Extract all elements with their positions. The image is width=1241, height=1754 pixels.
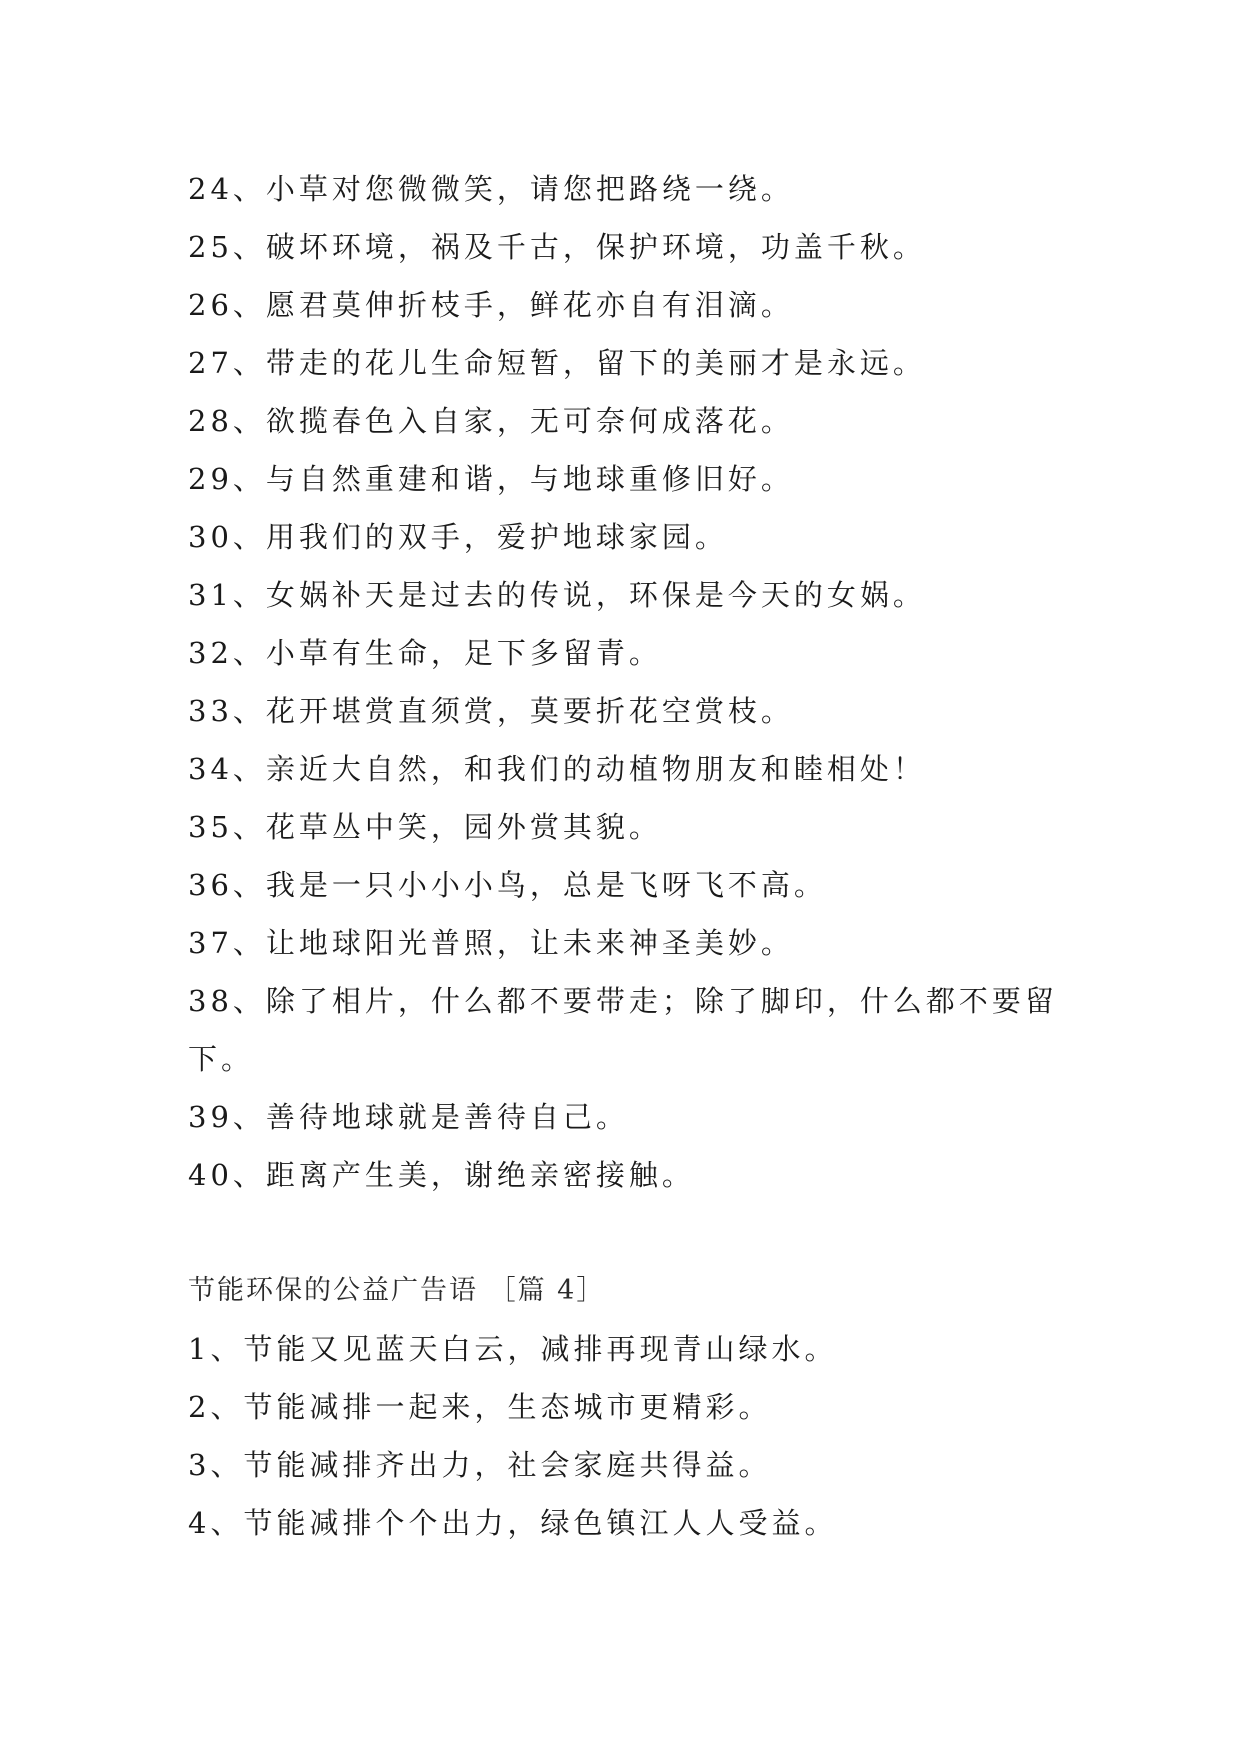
slogan-line: 34、亲近大自然，和我们的动植物朋友和睦相处！: [188, 752, 926, 786]
slogan-line: 3、节能减排齐出力，社会家庭共得益。: [188, 1448, 772, 1482]
slogan-line: 32、小草有生命，足下多留青。: [188, 636, 662, 670]
slogan-line: 31、女娲补天是过去的传说，环保是今天的女娲。: [188, 578, 926, 612]
slogan-line: 39、善待地球就是善待自己。: [188, 1100, 629, 1134]
slogan-line: 26、愿君莫伸折枝手，鲜花亦自有泪滴。: [188, 288, 794, 322]
slogan-line: 24、小草对您微微笑，请您把路绕一绕。: [188, 172, 794, 206]
slogan-line: 27、带走的花儿生命短暂，留下的美丽才是永远。: [188, 346, 926, 380]
slogan-line: 25、破坏环境，祸及千古，保护环境，功盖千秋。: [188, 230, 926, 264]
slogan-line: 30、用我们的双手，爱护地球家园。: [188, 520, 728, 554]
section-spacer: [188, 1204, 1068, 1262]
slogan-line: 36、我是一只小小小鸟，总是飞呀飞不高。: [188, 868, 827, 902]
slogan-line: 38、除了相片，什么都不要带走；除了脚印，什么都不要留: [188, 984, 1058, 1018]
slogan-line: 37、让地球阳光普照，让未来神圣美妙。: [188, 926, 794, 960]
slogan-line: 40、距离产生美，谢绝亲密接触。: [188, 1158, 695, 1192]
slogan-line: 1、节能又见蓝天白云，减排再现青山绿水。: [188, 1332, 838, 1366]
slogan-line: 29、与自然重建和谐，与地球重修旧好。: [188, 462, 794, 496]
section-title: 节能环保的公益广告语 ［篇 4］: [188, 1275, 606, 1306]
slogan-line: 33、花开堪赏直须赏，莫要折花空赏枝。: [188, 694, 794, 728]
slogan-line: 4、节能减排个个出力，绿色镇江人人受益。: [188, 1506, 838, 1540]
slogan-line: 2、节能减排一起来，生态城市更精彩。: [188, 1390, 772, 1424]
slogan-line: 35、花草丛中笑，园外赏其貌。: [188, 810, 662, 844]
document-content: [188, 160, 1068, 1552]
slogan-line-continuation: 下。: [188, 1042, 255, 1076]
slogan-line: 28、欲揽春色入自家，无可奈何成落花。: [188, 404, 794, 438]
